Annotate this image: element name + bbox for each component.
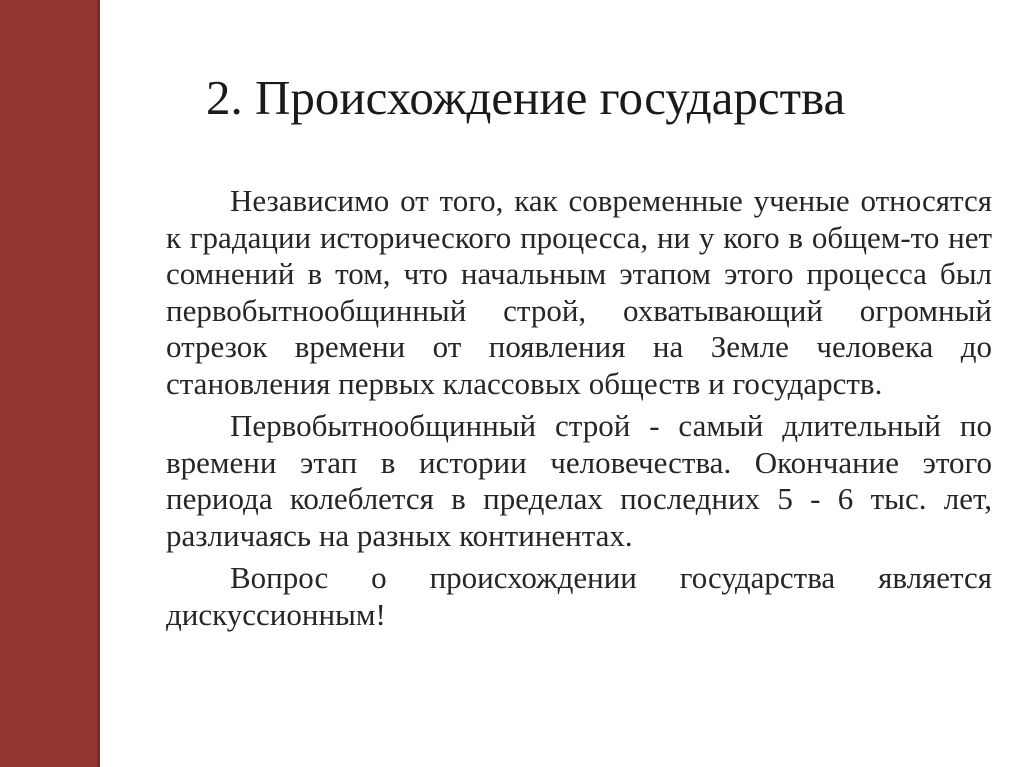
- paragraph-3: Вопрос о происхождении государства является дискуссионным!: [166, 560, 992, 632]
- side-bar-edge: [97, 0, 100, 767]
- slide-title: 2. Происхождение государства: [206, 70, 846, 125]
- paragraph-1: Независимо от того, как современные ученые относятся к градации исторического процесса, ни у кого в общем-то нет сомнений в том, что начальным этапом этого процесса был первобытнообщинный строй, охватывающий огромный отрезок времени от появления на Земле человека до становления первых классовых обществ и государств.: [166, 183, 992, 401]
- slide-body: [166, 183, 992, 639]
- decorative-side-bar: [0, 0, 97, 767]
- paragraph-2: Первобытнообщинный строй - самый длительный по времени этап в истории человечества. Окончание этого периода колеблется в пределах последних 5 - 6 тыс. лет, различаясь на разных континентах.: [166, 408, 992, 553]
